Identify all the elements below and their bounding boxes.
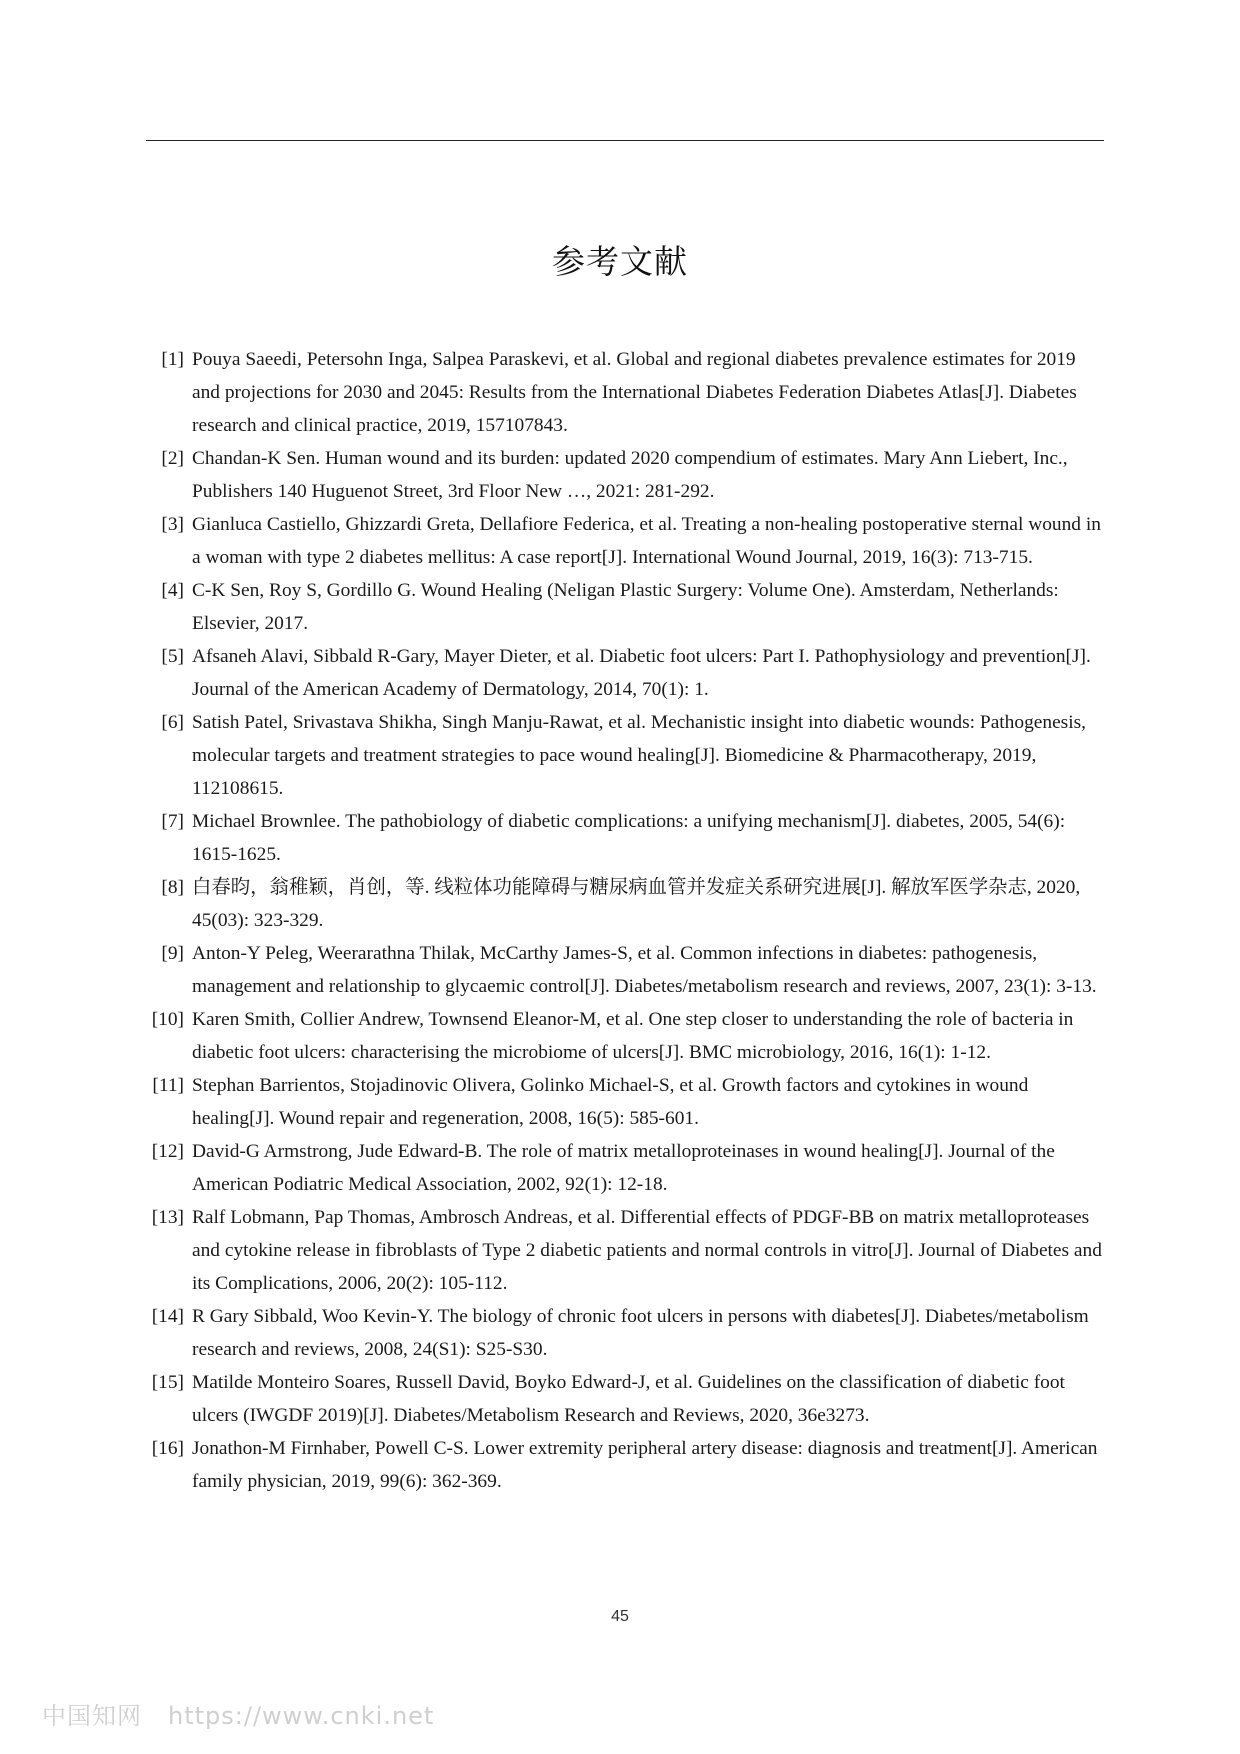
reference-item <box>146 805 1104 871</box>
watermark-url: https://www.cnki.net <box>168 1702 435 1730</box>
reference-number: [14] <box>151 1306 184 1327</box>
reference-text: Chandan-K Sen. Human wound and its burden: updated 2020 compendium of estimates. Mary Ann Liebert, Inc., Publishers 140 Huguenot Street, 3rd Floor New …, 2021: 281-292. <box>192 448 1068 502</box>
reference-text: Satish Patel, Srivastava Shikha, Singh Manju-Rawat, et al. Mechanistic insight into diabetic wounds: Pathogenesis, molecular targets and treatment strategies to pace wound healing[J]. Biomedicine & Pharmacotherapy, 2019, 112108615. <box>192 712 1087 799</box>
reference-text: Michael Brownlee. The pathobiology of diabetic complications: a unifying mechanism[J]. diabetes, 2005, 54(6): 1615-1625. <box>192 811 1066 865</box>
page-number: 45 <box>611 1608 629 1625</box>
reference-item <box>146 1201 1104 1300</box>
reference-text: David-G Armstrong, Jude Edward-B. The role of matrix metalloproteinases in wound healing[J]. Journal of the American Podiatric Medical Association, 2002, 92(1): 12-18. <box>192 1141 1055 1195</box>
reference-number: [5] <box>161 646 184 667</box>
reference-item <box>146 574 1104 640</box>
reference-item <box>146 1432 1104 1498</box>
reference-item <box>146 937 1104 1003</box>
reference-text: Pouya Saeedi, Petersohn Inga, Salpea Paraskevi, et al. Global and regional diabetes prevalence estimates for 2019 and projections for 2030 and 2045: Results from the International Diabetes Federation Diabetes Atlas[J]. Diabetes research and clinical practice, 2019, 157107843. <box>192 349 1077 436</box>
reference-text: R Gary Sibbald, Woo Kevin-Y. The biology of chronic foot ulcers in persons with diabetes[J]. Diabetes/metabolism research and reviews, 2008, 24(S1): S25-S30. <box>192 1306 1089 1360</box>
reference-number: [3] <box>161 514 184 535</box>
reference-number: [4] <box>161 580 184 601</box>
page-title: 参考文献 <box>552 242 688 281</box>
reference-list <box>146 343 1104 1498</box>
cnki-watermark <box>42 1696 434 1731</box>
reference-item <box>146 1135 1104 1201</box>
reference-text: Afsaneh Alavi, Sibbald R-Gary, Mayer Dieter, et al. Diabetic foot ulcers: Part I. Pathophysiology and prevention[J]. Journal of the American Academy of Dermatology, 2014, 70(1): 1. <box>192 646 1091 700</box>
reference-text: Ralf Lobmann, Pap Thomas, Ambrosch Andreas, et al. Differential effects of PDGF-BB on matrix metalloproteases and cytokine release in fibroblasts of Type 2 diabetic patients and normal controls in vitro[J]. Journal of Diabetes and its Complications, 2006, 20(2): 105-112. <box>192 1207 1102 1294</box>
reference-item <box>146 1069 1104 1135</box>
watermark-brand: 中国知网 <box>42 1702 142 1730</box>
reference-number: [15] <box>151 1372 184 1393</box>
reference-text: Stephan Barrientos, Stojadinovic Olivera, Golinko Michael-S, et al. Growth factors and cytokines in wound healing[J]. Wound repair and regeneration, 2008, 16(5): 585-601. <box>192 1075 1029 1129</box>
reference-text: Jonathon-M Firnhaber, Powell C-S. Lower extremity peripheral artery disease: diagnosis and treatment[J]. American family physician, 2019, 99(6): 362-369. <box>192 1438 1098 1492</box>
reference-number: [9] <box>161 943 184 964</box>
reference-item <box>146 871 1104 937</box>
reference-number: [6] <box>161 712 184 733</box>
reference-number: [10] <box>151 1009 184 1030</box>
reference-item <box>146 1300 1104 1366</box>
reference-text: Matilde Monteiro Soares, Russell David, Boyko Edward-J, et al. Guidelines on the classification of diabetic foot ulcers (IWGDF 2019)[J]. Diabetes/Metabolism Research and Reviews, 2020, 36e3273. <box>192 1372 1065 1426</box>
reference-text: Anton-Y Peleg, Weerarathna Thilak, McCarthy James-S, et al. Common infections in diabetes: pathogenesis, management and relationship to glycaemic control[J]. Diabetes/metabolism research and reviews, 2007, 23(1): 3-13. <box>192 943 1097 997</box>
reference-number: [8] <box>161 877 184 898</box>
reference-text: 白春昀，翁稚颖，肖创，等. 线粒体功能障碍与糖尿病血管并发症关系研究进展[J]. 解放军医学杂志, 2020, 45(03): 323-329. <box>192 877 1081 931</box>
reference-number: [2] <box>161 448 184 469</box>
reference-item <box>146 1366 1104 1432</box>
reference-text: C-K Sen, Roy S, Gordillo G. Wound Healing (Neligan Plastic Surgery: Volume One). Amsterdam, Netherlands: Elsevier, 2017. <box>192 580 1059 634</box>
reference-item <box>146 442 1104 508</box>
reference-item <box>146 640 1104 706</box>
reference-number: [7] <box>161 811 184 832</box>
reference-number: [16] <box>151 1438 184 1459</box>
reference-item <box>146 508 1104 574</box>
reference-number: [12] <box>151 1141 184 1162</box>
reference-item <box>146 706 1104 805</box>
header-rule <box>146 140 1104 141</box>
reference-number: [1] <box>161 349 184 370</box>
reference-item <box>146 343 1104 442</box>
reference-number: [11] <box>152 1075 184 1096</box>
reference-text: Gianluca Castiello, Ghizzardi Greta, Dellafiore Federica, et al. Treating a non-healing postoperative sternal wound in a woman with type 2 diabetes mellitus: A case report[J]. International Wound Journal, 2019, 16(3): 713-715. <box>192 514 1101 568</box>
reference-text: Karen Smith, Collier Andrew, Townsend Eleanor-M, et al. One step closer to understanding the role of bacteria in diabetic foot ulcers: characterising the microbiome of ulcers[J]. BMC microbiology, 2016, 16(1): 1-12. <box>192 1009 1074 1063</box>
reference-item <box>146 1003 1104 1069</box>
reference-number: [13] <box>151 1207 184 1228</box>
